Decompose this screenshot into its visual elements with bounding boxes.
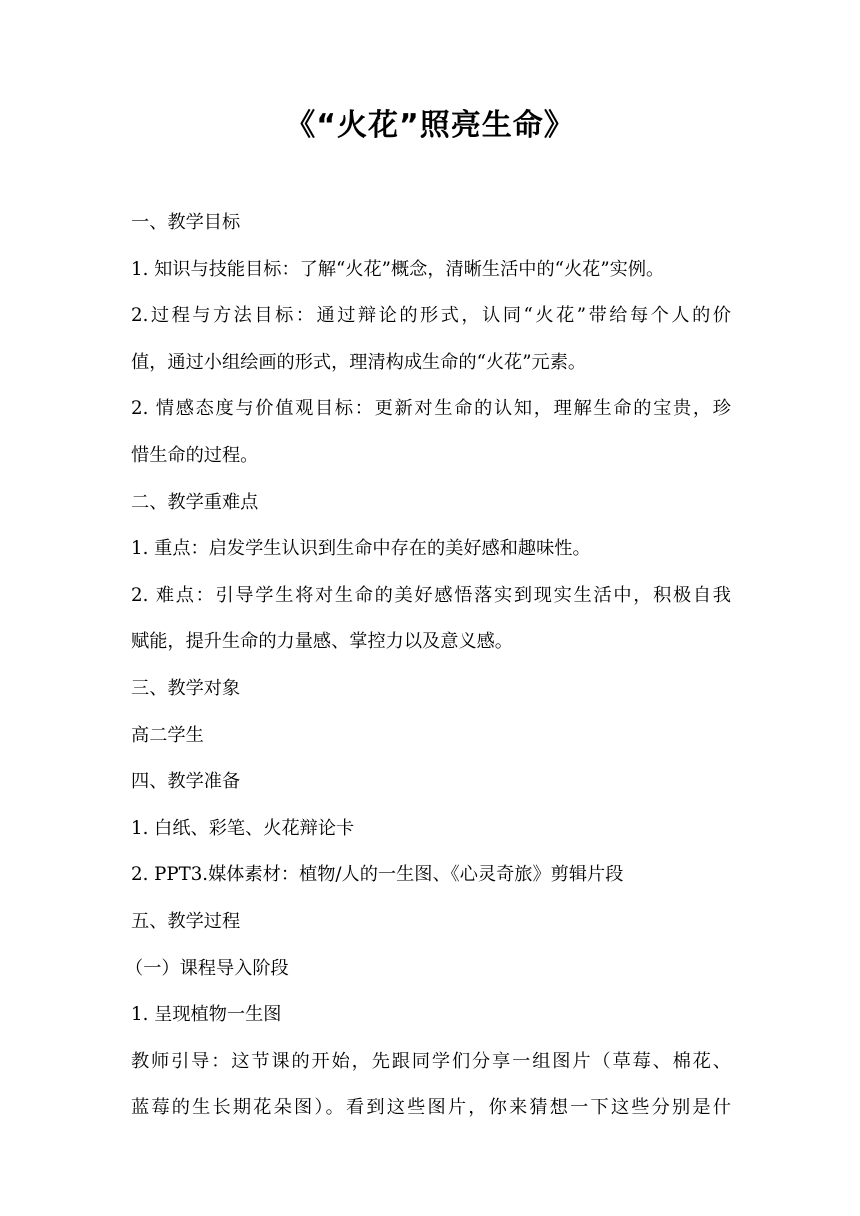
paragraph-line: 2. PPT3.媒体素材：植物/人的一生图、《心灵奇旅》剪辑片段	[131, 864, 624, 886]
document-title: 《“火花”照亮生命》	[285, 108, 575, 143]
paragraph-line: 值，通过小组绘画的形式，理清构成生命的“火花”元素。	[131, 351, 587, 373]
section-heading-process: 五、教学过程	[131, 910, 241, 932]
section-heading-audience: 三、教学对象	[131, 677, 241, 699]
section-heading-objectives: 一、教学目标	[131, 212, 241, 233]
paragraph-line: 2.过程与方法目标：通过辩论的形式，认同“火花”带给每个人的价	[131, 305, 731, 327]
paragraph-line: 1. 白纸、彩笔、火花辩论卡	[131, 817, 355, 839]
paragraph-line: 高二学生	[131, 724, 204, 746]
paragraph-line: 惜生命的过程。	[131, 444, 259, 466]
paragraph-line: 2. 难点：引导学生将对生命的美好感悟落实到现实生活中，积极自我	[131, 584, 731, 606]
document-body	[125, 200, 731, 1132]
section-heading-preparation: 四、教学准备	[131, 771, 241, 793]
paragraph-line: 赋能，提升生命的力量感、掌控力以及意义感。	[131, 631, 513, 653]
paragraph-line: 教师引导：这节课的开始，先跟同学们分享一组图片（草莓、棉花、	[131, 1050, 731, 1072]
paragraph-line: 1. 重点：启发学生认识到生命中存在的美好感和趣味性。	[131, 538, 591, 560]
subsection-heading: （一）课程导入阶段	[125, 957, 289, 979]
paragraph-line: 蓝莓的生长期花朵图）。看到这些图片，你来猜想一下这些分别是什	[131, 1097, 731, 1119]
paragraph-line: 1. 呈现植物一生图	[131, 1004, 282, 1026]
paragraph-line: 2. 情感态度与价值观目标：更新对生命的认知，理解生命的宝贵，珍	[131, 398, 731, 420]
paragraph-line: 1. 知识与技能目标：了解“火花”概念，清晰生活中的“火花”实例。	[131, 258, 665, 280]
section-heading-key-points: 二、教学重难点	[131, 491, 259, 513]
